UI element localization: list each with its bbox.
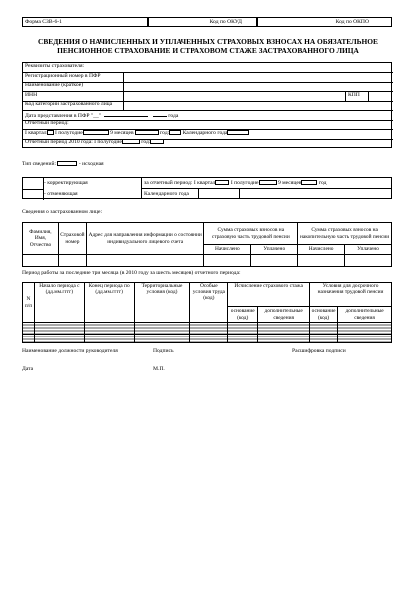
work-data-cell[interactable] [310, 323, 338, 335]
reg-number-row[interactable] [23, 73, 393, 83]
corrective-q1-checkbox[interactable] [215, 180, 229, 185]
work-data-row [23, 323, 392, 335]
submit-date-label: Дата представления в ПФР "__" [25, 112, 102, 119]
period-cal-year-label: Календарного года [182, 129, 228, 136]
category-code-row[interactable] [23, 101, 393, 111]
corrective-h1-checkbox[interactable] [259, 180, 277, 185]
work-data-cell[interactable] [228, 323, 258, 335]
period-9m-checkbox[interactable] [135, 130, 159, 135]
work-col-early: Условия для досрочного назначения трудовой пенсии [310, 283, 392, 307]
submit-date-year-field[interactable] [153, 111, 167, 117]
period-choice-row [23, 130, 393, 140]
work-data-row [23, 335, 392, 343]
person-address-cell[interactable] [86, 255, 204, 267]
work-data-cell[interactable] [23, 323, 35, 335]
period-h1-checkbox[interactable] [83, 130, 109, 135]
inn-field[interactable] [123, 92, 346, 101]
info-type-label: Тип сведений: [22, 161, 57, 167]
date-label: Дата [22, 366, 34, 372]
work-data-cell[interactable] [338, 323, 392, 335]
work-col-early-extra: дополнительные сведения [338, 307, 392, 323]
inn-kpp-row [23, 92, 393, 102]
corrective-block [22, 177, 392, 199]
work-col-end: Конец периода по (дд.мм.гггг) [84, 283, 134, 323]
reg-number-field[interactable] [123, 73, 392, 82]
insurer-block [22, 62, 392, 148]
period-q1-label: I квартал [25, 129, 47, 136]
corrective-label: - корректирующая [44, 180, 88, 186]
work-col-seniority: Исчисление страхового стажа [228, 283, 310, 307]
head-position-label: Наименование должности руководителя [22, 348, 118, 354]
work-table [22, 282, 392, 343]
corrective-calyear-field[interactable] [198, 189, 240, 199]
cancel-box[interactable] [23, 189, 44, 200]
work-data-cell[interactable] [258, 323, 310, 335]
seal-label: М.П. [153, 366, 165, 372]
header-okpo-cell[interactable] [257, 17, 392, 27]
info-type-row [22, 161, 104, 167]
person-insurance-accrued-cell[interactable] [204, 255, 251, 267]
period-2010-year-field[interactable] [150, 139, 164, 144]
kpp-field[interactable] [368, 92, 392, 101]
work-data-cell[interactable] [34, 323, 84, 335]
work-col-special: Особые условия труда (код) [190, 283, 228, 323]
period-cal-year-field[interactable] [227, 130, 249, 135]
form-name: Форма СЗВ-6-1 [25, 19, 62, 25]
okpo-label: Код по ОКПО [335, 19, 369, 25]
period-2010-row [23, 139, 393, 148]
period-9m-label: 9 месяцев [110, 129, 134, 136]
work-col-seniority-extra: дополнительные сведения [258, 307, 310, 323]
work-data-cell[interactable] [228, 335, 258, 343]
corrective-period-row: за отчетный период: I квартал I полугодие 9 месяцев год [142, 178, 392, 189]
header-okud-cell[interactable] [148, 17, 257, 27]
work-data-cell[interactable] [310, 335, 338, 343]
period-2010-label: Отчетный период 2010 года: I полугодие [25, 139, 122, 145]
header-form-name-cell [22, 17, 148, 27]
work-data-cell[interactable] [23, 335, 35, 343]
okud-label: Код по ОКУД [209, 19, 242, 25]
form-title-line-2: ПЕНСИОННОЕ СТРАХОВАНИЕ И СТРАХОВОМ СТАЖЕ ЗАСТРАХОВАННОГО ЛИЦА [57, 46, 359, 56]
category-code-label: Код категории застрахованного лица [25, 101, 113, 107]
period-label-row: Отчетный период: [23, 120, 393, 130]
cancel-label: - отменяющая [44, 191, 78, 197]
insurer-requisites-row: Реквизиты страхователя: [23, 63, 393, 73]
period-q1-checkbox[interactable] [47, 130, 54, 135]
corrective-9m-checkbox[interactable] [301, 180, 317, 185]
person-savings-accrued-cell[interactable] [298, 255, 345, 267]
work-data-cell[interactable] [34, 335, 84, 343]
submit-date-month-field[interactable] [104, 111, 148, 117]
period-year-label: год: [160, 129, 170, 136]
work-data-cell[interactable] [190, 323, 228, 335]
form-title-line-1: СВЕДЕНИЯ О НАЧИСЛЕННЫХ И УПЛАЧЕННЫХ СТРАХОВЫХ ВЗНОСАХ НА ОБЯЗАТЕЛЬНОЕ [38, 37, 378, 46]
submit-date-row[interactable] [23, 111, 393, 121]
work-section-label: Период работы за последние три месяца (в 2010 году за шесть месяцев) отчетного периода: [22, 270, 241, 276]
insurer-name-field[interactable] [123, 82, 392, 91]
category-code-field[interactable] [123, 101, 392, 110]
person-col-insurance-part: Сумма страховых взносов на страховую часть трудовой пенсии [204, 223, 298, 245]
person-col-savings-part: Сумма страховых взносов на накопительную часть трудовой пенсии [298, 223, 392, 245]
work-data-cell[interactable] [338, 335, 392, 343]
info-type-initial-label: - исходная [78, 161, 104, 167]
period-h1-label: I полугодие [55, 129, 83, 136]
person-snils-cell[interactable] [58, 255, 86, 267]
corrective-period-area [141, 178, 392, 199]
work-data-cell[interactable] [258, 335, 310, 343]
submit-date-year-suffix: года [168, 112, 179, 119]
reg-number-label: Регистрационный номер в ПФР [25, 72, 101, 79]
person-savings-paid-cell[interactable] [345, 255, 392, 267]
work-data-cell[interactable] [84, 335, 134, 343]
signature-label: Подпись [153, 348, 174, 354]
period-year-field[interactable] [169, 130, 181, 135]
person-col-fio: Фамилия, Имя, Отчество [23, 223, 59, 255]
insurer-name-label: Наименование (краткое) [25, 82, 84, 88]
person-data-row [23, 255, 392, 267]
work-col-territorial: Территориальные условия (код) [134, 283, 190, 323]
work-col-num: N п/п [23, 283, 35, 323]
corrective-box[interactable] [23, 178, 44, 190]
person-fio-cell[interactable] [23, 255, 59, 267]
person-col-snils: Страховой номер [58, 223, 86, 255]
work-data-cell[interactable] [190, 335, 228, 343]
work-data-cell[interactable] [84, 323, 134, 335]
person-section-label: Сведения о застрахованном лице: [22, 209, 103, 215]
period-2010-h1-checkbox[interactable] [122, 139, 140, 144]
person-col-insurance-paid: Уплачено [251, 245, 298, 255]
kpp-label: КПП [345, 92, 368, 101]
corrective-calyear-row: Календарного года [142, 189, 392, 199]
work-col-start: Начало периода с (дд.мм.гггг) [34, 283, 84, 323]
signature-decode-label: Расшифровка подписи [292, 348, 346, 354]
person-col-savings-accrued: Начислено [298, 245, 345, 255]
period-2010-year-label: год: [141, 139, 151, 145]
form-title [14, 37, 402, 56]
inn-label: ИНН [25, 91, 38, 98]
work-col-early-basis: основание (код) [310, 307, 338, 323]
insurer-name-row[interactable] [23, 82, 393, 92]
work-data-cell[interactable] [134, 323, 190, 335]
work-data-cell[interactable] [134, 335, 190, 343]
person-col-savings-paid: Уплачено [345, 245, 392, 255]
person-table [22, 222, 392, 267]
person-col-insurance-accrued: Начислено [204, 245, 251, 255]
info-type-initial-box[interactable] [57, 161, 77, 166]
person-col-address: Адрес для направления информации о состоянии индивидуального лицевого счета [86, 223, 204, 255]
person-insurance-paid-cell[interactable] [251, 255, 298, 267]
work-col-seniority-basis: основание (код) [228, 307, 258, 323]
